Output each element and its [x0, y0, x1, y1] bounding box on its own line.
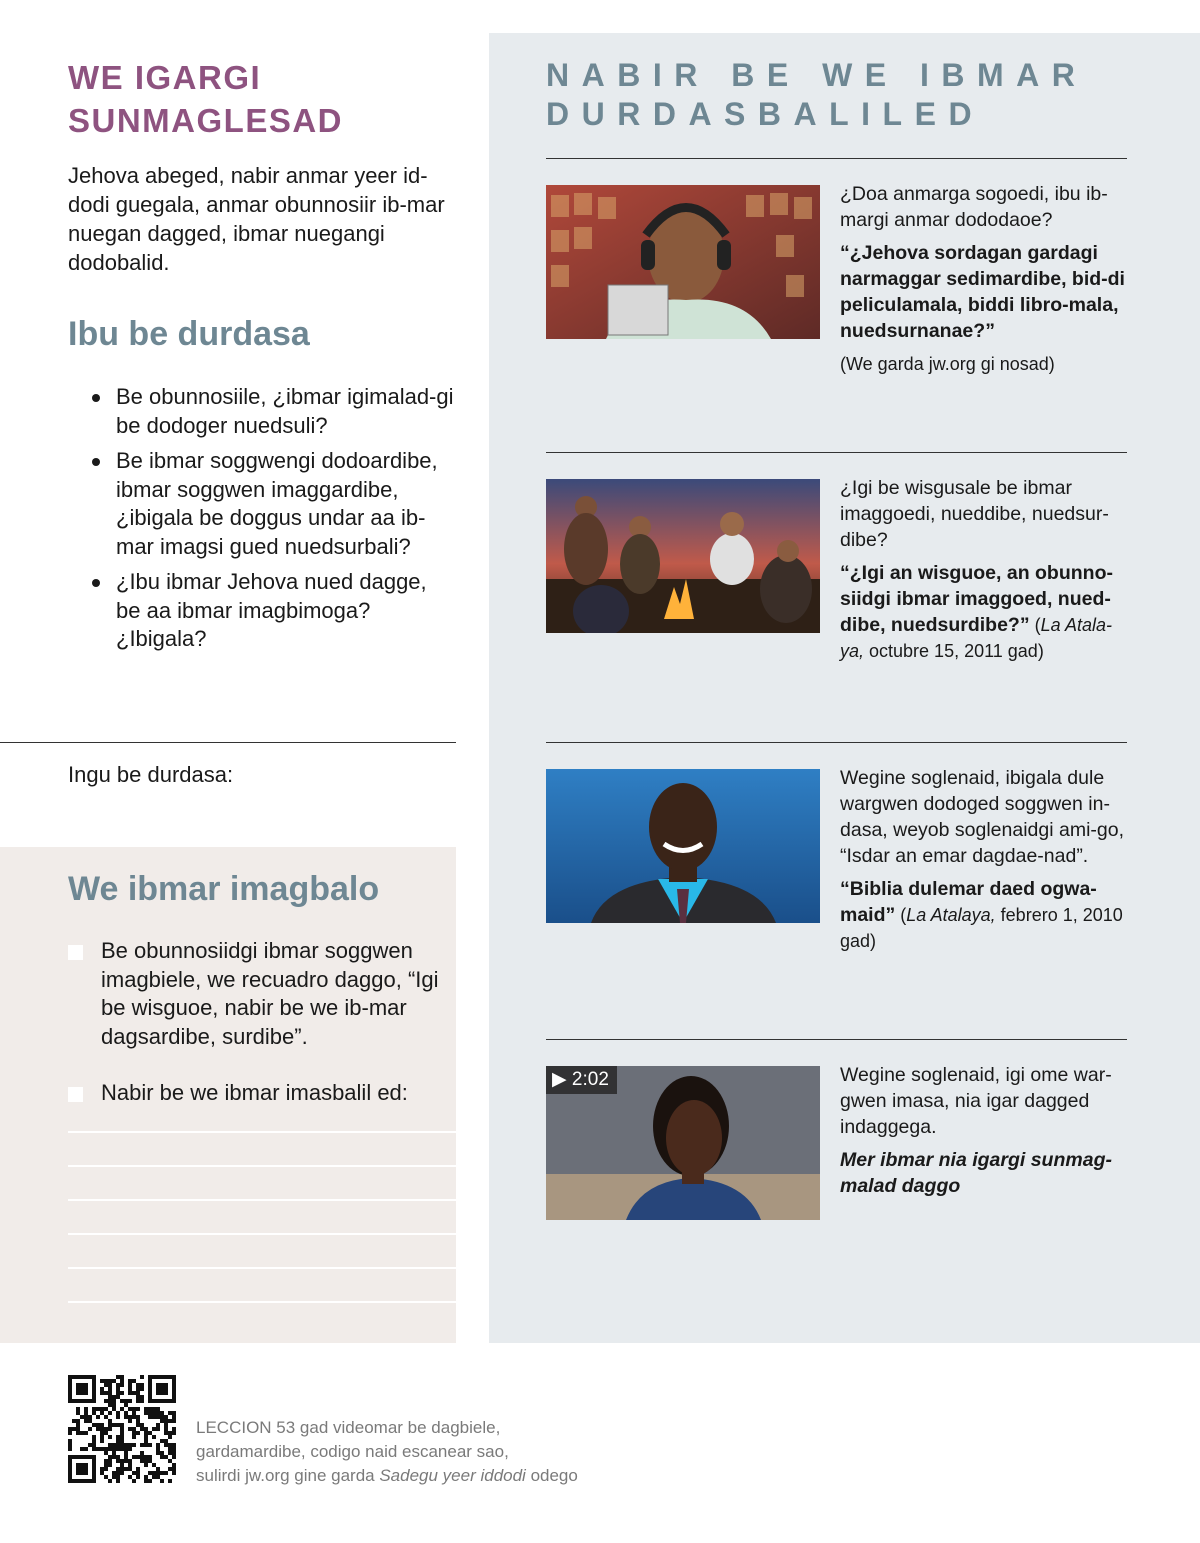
- action-box-title: We ibmar imagbalo: [68, 870, 380, 908]
- writing-line[interactable]: [68, 1301, 456, 1303]
- card-resource: “Biblia dulemar daed ogwa-maid” (La Atalaya, febrero 1, 2010 gad): [840, 878, 1123, 951]
- card-resource-title[interactable]: “¿Igi an wisguoe, an obunno-siidgi ibmar imaggoed, nued-dibe, nuedsurdibe?”: [840, 562, 1113, 636]
- footer-line: gardamardibe, codigo naid escanear sao,: [196, 1442, 509, 1461]
- card-citation: (We garda jw.org gi nosad): [840, 354, 1055, 374]
- woman-video-thumbnail[interactable]: [546, 1066, 820, 1220]
- card-4-text: [840, 1062, 1125, 1206]
- ask-label: Ingu be durdasa:: [68, 762, 234, 787]
- list-item: Be obunnosiile, ¿ibmar igimalad-gi be dodoger nuedsuli?: [92, 383, 457, 440]
- divider: [546, 452, 1127, 453]
- qr-code[interactable]: [68, 1375, 176, 1483]
- intro-paragraph: Jehova abeged, nabir anmar yeer id-dodi guegala, anmar obunnosiir ib-mar nuegan dagged, ibmar nuegangi dodobalid.: [68, 163, 445, 275]
- card-question: ¿Doa anmarga sogoedi, ibu ib-margi anmar dododaoe?: [840, 183, 1108, 231]
- bullet-icon: [92, 394, 100, 402]
- video-duration-badge: ▶ 2:02: [546, 1066, 617, 1094]
- card-resource-title[interactable]: “Biblia dulemar daed ogwa-maid”: [840, 878, 1097, 926]
- footer-note: [196, 1416, 696, 1488]
- divider: [0, 742, 456, 743]
- card-resource: “¿Igi an wisguoe, an obunno-siidgi ibmar imaggoed, nued-dibe, nuedsurdibe?” (La Atala-ya, octubre 15, 2011 gad): [840, 562, 1113, 661]
- writing-line[interactable]: [68, 1131, 456, 1133]
- divider: [546, 158, 1127, 159]
- divider: [546, 742, 1127, 743]
- questions-list: [92, 383, 457, 661]
- man-with-headphones-photo[interactable]: [546, 185, 820, 339]
- writing-line[interactable]: [68, 1165, 456, 1167]
- checklist-item[interactable]: Nabir be we ibmar imasbalil ed:: [68, 1079, 466, 1108]
- writing-line[interactable]: [68, 1233, 456, 1235]
- card-question: Wegine soglenaid, ibigala dule wargwen dodoged soggwen in-dasa, weyob soglenaidgi ami-go, “Isdar an emar dagdae-nad”.: [840, 767, 1125, 867]
- checkbox-icon[interactable]: [68, 1087, 83, 1102]
- checkbox-icon[interactable]: [68, 945, 83, 960]
- divider: [546, 1039, 1127, 1040]
- questions-heading: Ibu be durdasa: [68, 315, 310, 353]
- research-title: NABIR BE WE IBMAR DURDASBALILED: [546, 57, 1088, 132]
- card-2-text: [840, 475, 1125, 671]
- bullet-icon: [92, 579, 100, 587]
- card-1-text: [840, 181, 1125, 384]
- bullet-icon: [92, 458, 100, 466]
- play-icon[interactable]: ▶: [552, 1069, 567, 1090]
- card-3-text: [840, 765, 1125, 961]
- footer-line: sulirdi jw.org gine garda Sadegu yeer iddodi odego: [196, 1466, 578, 1485]
- list-item: Be ibmar soggwengi dodoardibe, ibmar soggwen imaggardibe, ¿ibigala be doggus undar aa ib-mar imagsi gued nuedsurbali?: [92, 447, 457, 561]
- page-title: WE IGARGI SUNMAGLESAD: [68, 59, 344, 139]
- list-item: ¿Ibu ibmar Jehova nued dagge, be aa ibmar imagbimoga? ¿Ibigala?: [92, 568, 457, 654]
- smiling-man-portrait[interactable]: [546, 769, 820, 923]
- campfire-painting[interactable]: [546, 479, 820, 633]
- footer-line: LECCION 53 gad videomar be dagbiele,: [196, 1418, 501, 1437]
- writing-line[interactable]: [68, 1267, 456, 1269]
- card-resource-title[interactable]: “¿Jehova sordagan gardagi narmaggar sedimardibe, bid-di peliculamala, biddi libro-mala, nuedsurnanae?”: [840, 242, 1125, 342]
- writing-line[interactable]: [68, 1199, 456, 1201]
- checklist-item[interactable]: Be obunnosiidgi ibmar soggwen imagbiele, we recuadro daggo, “Igi be wisguoe, nabir be we ib-mar dagsardibe, surdibe”.: [68, 937, 466, 1051]
- card-question: ¿Igi be wisgusale be ibmar imaggoedi, nueddibe, nuedsur-dibe?: [840, 477, 1109, 551]
- card-question: Wegine soglenaid, igi ome war-gwen imasa, nia igar dagged indaggega.: [840, 1064, 1112, 1138]
- card-resource-title[interactable]: Mer ibmar nia igargi sunmag-malad daggo: [840, 1149, 1112, 1197]
